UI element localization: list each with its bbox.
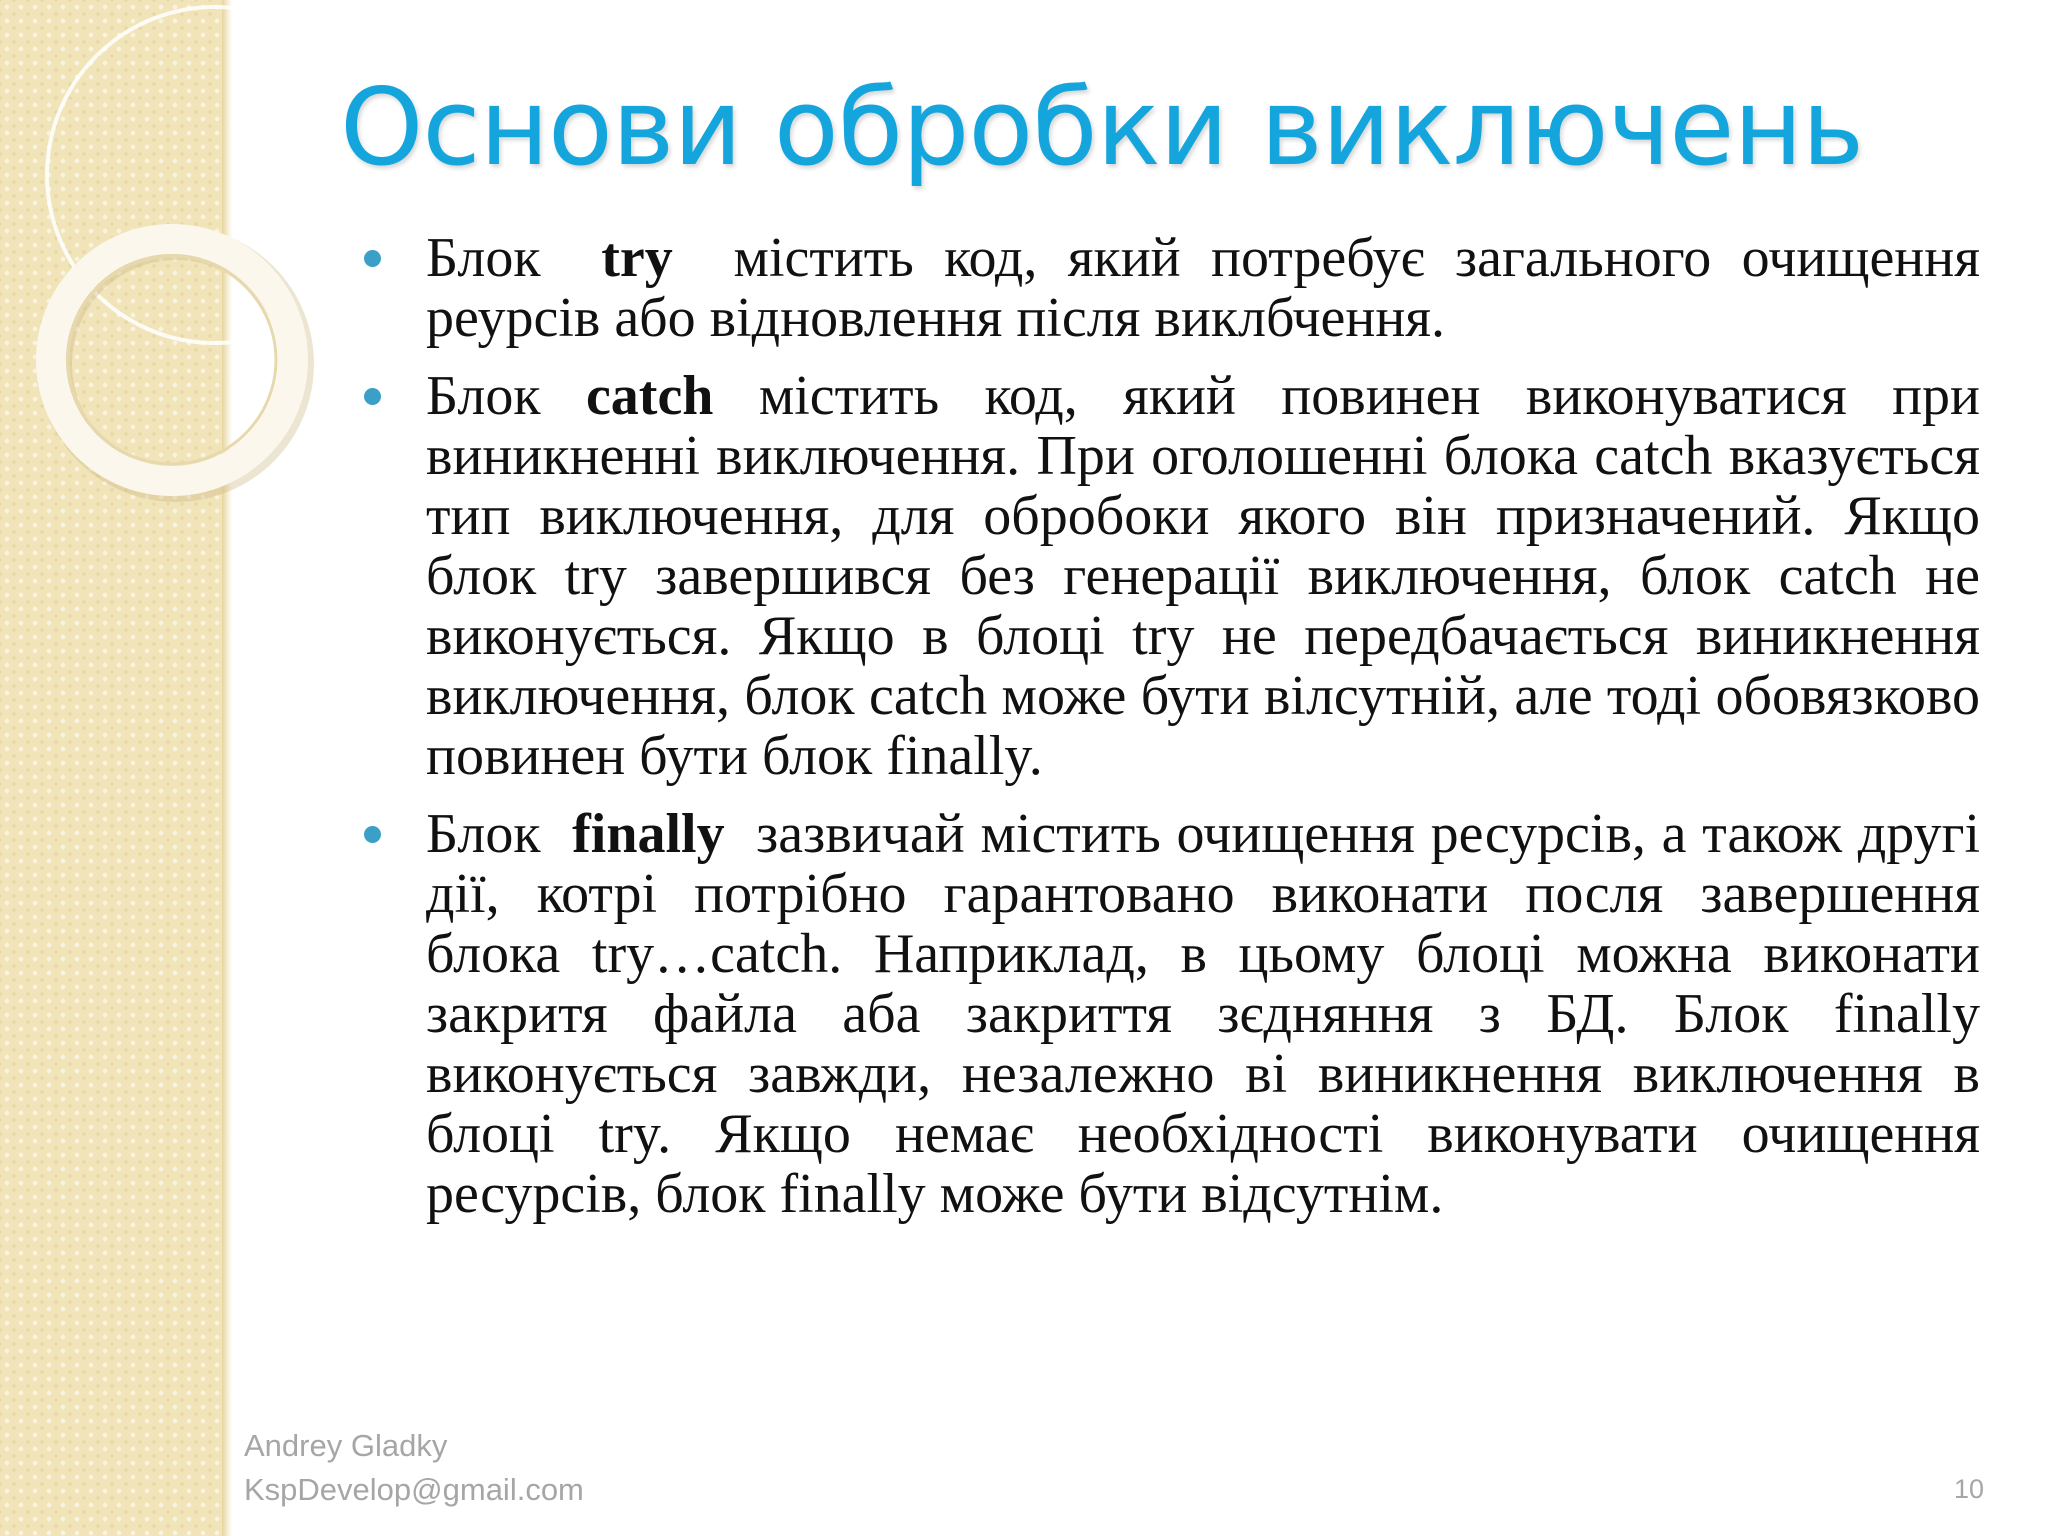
bullet-item-try — [352, 228, 1980, 348]
bullet-text — [426, 228, 1980, 348]
bullet-lead: Блок — [426, 227, 541, 289]
bullet-item-finally — [352, 804, 1980, 1224]
slide-title: Основи обробки виключень — [340, 66, 1864, 189]
bullet-keyword: try — [601, 227, 673, 289]
bullet-keyword: catch — [585, 365, 714, 427]
bullet-dot-icon — [364, 250, 381, 267]
bullet-list — [352, 228, 1980, 1242]
footer-credits — [244, 1424, 584, 1512]
bullet-rest: містить код, який потребує загального очищення реурсів або відновлення після виклбчення. — [426, 227, 1981, 349]
bullet-dot-icon — [364, 388, 381, 405]
bullet-dot-icon — [364, 826, 381, 843]
footer-email: KspDevelop@gmail.com — [244, 1472, 584, 1507]
bullet-keyword: finally — [572, 803, 725, 865]
footer-author: Andrey Gladky — [244, 1428, 448, 1463]
bullet-rest: зазвичай містить очищення ресурсів, а також другі дії, котрі потрібно гарантовано виконати посля завершення блока try…catch. Наприклад, в цьому блоці можна виконати закритя файла аба закриття зєдняння з БД. Блок finally виконується завжди, незалежно ві виникнення виключення в блоці try. Якщо немає необхідності виконувати очищення ресурсів, блок finally може бути відсутнім. — [426, 803, 1981, 1225]
bullet-text — [426, 804, 1980, 1224]
ring-thick — [51, 239, 293, 481]
bullet-lead: Блок — [426, 803, 541, 865]
bullet-item-catch — [352, 366, 1980, 786]
bullet-lead: Блок — [426, 365, 541, 427]
ring-thick-inner-line — [68, 256, 276, 464]
page-number: 10 — [1953, 1474, 1984, 1504]
bullet-text — [426, 366, 1980, 786]
bullet-rest: містить код, який повинен виконуватися при виникненні виключення. При оголошенні блока catch вказується тип виключення, для обробоки якого він призначений. Якщо блок try завершився без генерації виключення, блок catch не виконується. Якщо в блоці try не передбачається виникнення виключення, блок catch може бути вілсутній, але тоді обовязково повинен бути блок finally. — [426, 365, 1981, 787]
